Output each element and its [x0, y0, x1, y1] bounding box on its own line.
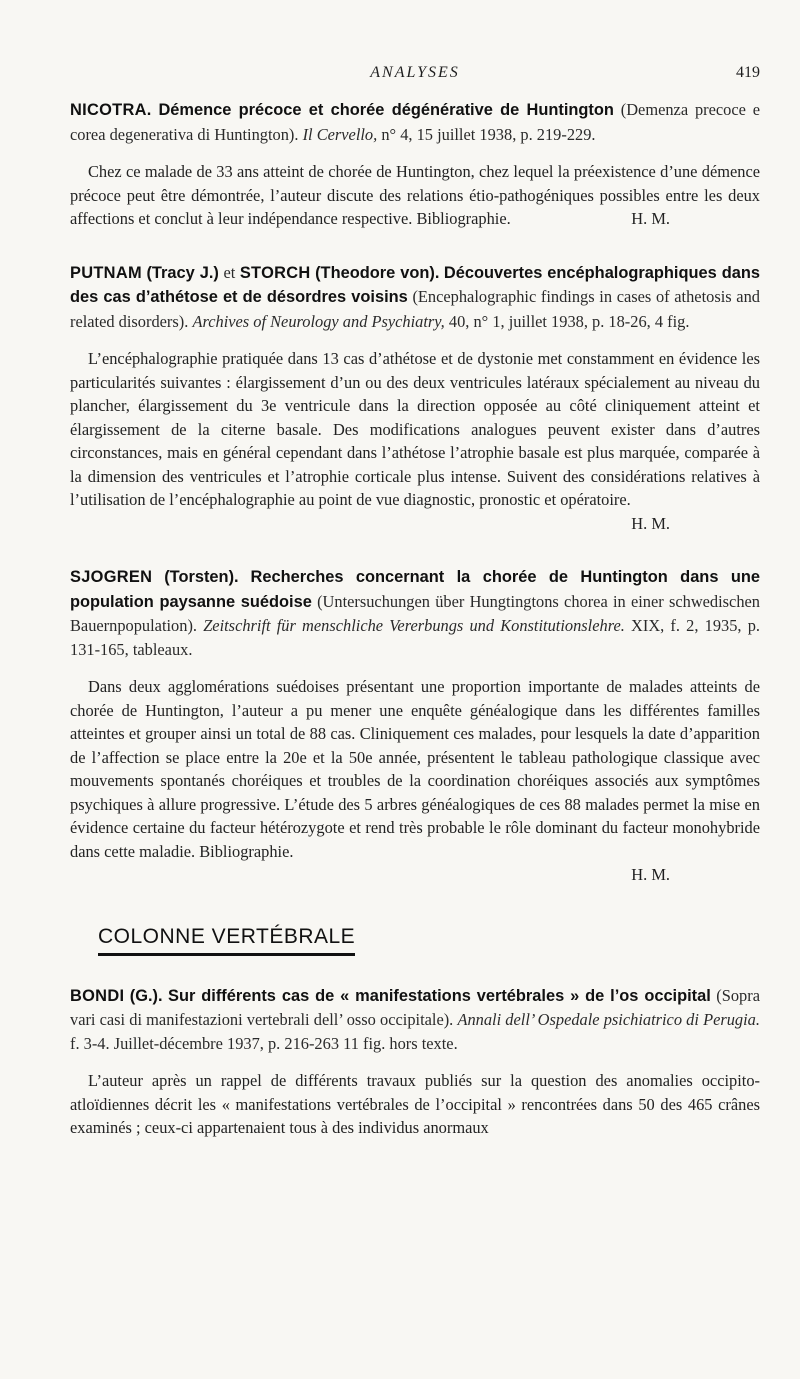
author-name: BONDI: [70, 986, 125, 1005]
reviewer-signature: H. M.: [631, 209, 670, 228]
original-title: (Demenza precoce e corea degenerativa di Huntington).: [70, 100, 760, 144]
bibliographic-reference: [70, 565, 760, 661]
page-content: [70, 98, 760, 1140]
original-title: (Encephalographic findings in cases of athetosis and related disorders).: [70, 287, 760, 331]
running-header: [70, 64, 760, 86]
author-name: SJOGREN: [70, 568, 153, 586]
publication-details: XIX, f. 2, 1935, p. 131-165, tableaux.: [70, 616, 760, 659]
author-name: PUTNAM: [70, 263, 142, 282]
journal-name: Zeitschrift für menschliche Vererbungs und Konstitutionslehre.: [203, 616, 625, 635]
article-title: Démence précoce et chorée dégénérative de Huntington: [158, 101, 614, 119]
section-heading: COLONNE VERTÉBRALE: [98, 925, 355, 956]
publication-details: n° 4, 15 juillet 1938, p. 219-229.: [381, 124, 596, 144]
author-detail: (Tracy J.): [146, 263, 219, 282]
author-detail: (G.).: [129, 986, 163, 1005]
bibliographic-reference: [70, 984, 760, 1056]
bibliographic-reference: [70, 261, 760, 334]
bibliographic-reference: [70, 98, 760, 146]
article-title: Recherches concernant la chorée de Huntington dans une population paysanne suédoise: [70, 568, 760, 611]
author-conjunction: et: [223, 262, 236, 282]
publication-details: 40, n° 1, juillet 1938, p. 18-26, 4 fig.: [448, 311, 690, 331]
abstract-text: [70, 160, 760, 231]
second-author-detail: (Theodore von).: [315, 263, 440, 282]
article-title: Découvertes encéphalographiques dans des cas d’athétose et de désordres voisins: [70, 263, 760, 306]
article-title: Sur différents cas de « manifestations vertébrales » de l’os occipital: [168, 986, 711, 1005]
abstract-body: L’auteur après un rappel de différents travaux publiés sur la question des anomalies occipito-atloïdiennes décrit les « manifestations vertébrales de l’occipital » rencontrées dans 50 des 465 crânes examinés ; ceux-ci appartenaient tous à des individus anormaux: [70, 1071, 760, 1137]
second-author-name: STORCH: [239, 263, 311, 282]
reviewer-signature: H. M.: [631, 865, 670, 884]
review-entry-nicotra: [70, 98, 760, 231]
review-entry-sjogren: [70, 565, 760, 887]
author-name: NICOTRA.: [70, 101, 152, 119]
journal-name: Archives of Neurology and Psychiatry,: [192, 311, 445, 331]
journal-name: Annali dell’ Ospedale psichiatrico di Perugia.: [457, 1010, 760, 1029]
abstract-body: L’encéphalographie pratiquée dans 13 cas d’athétose et de dystonie met constamment en évidence les particularités suivantes : élargissement d’un ou des deux ventricules latéraux spécialement au niveau du plancher, élargissement du 3e ventricule dans la direction opposée au côté cliniquement atteint et élargissement de la citerne basale. Des modifications analogues peuvent exister dans d’autres circonstances, mais en général cependant dans l’athétose l’atrophie basale est plus marquée, comparée à la dimension des ventricules et l’atrophie corticale plus intense. Suivent des considérations relatives à l’utilisation de l’encéphalographie au point de vue diagnostic, pronostic et opératoire.: [70, 349, 760, 509]
journal-name: Il Cervello,: [302, 124, 378, 144]
abstract-text: [70, 347, 760, 533]
original-title: (Sopra vari casi di manifestazioni vertebrali dell’ osso occipitale).: [70, 985, 760, 1029]
review-entry-putnam: [70, 261, 760, 536]
abstract-text: [70, 1069, 760, 1140]
author-detail: (Torsten).: [164, 568, 239, 586]
running-title: ANALYSES: [370, 64, 460, 81]
reviewer-signature: H. M.: [631, 513, 670, 533]
page-number: 419: [736, 64, 760, 81]
abstract-body: Chez ce malade de 33 ans atteint de chorée de Huntington, chez lequel la préexistence d’une démence précoce peut être démontrée, l’auteur discute des relations étio-pathogéniques possibles entre les deux affections et conclut à leur indépendance respective. Bibliographie.: [70, 162, 760, 228]
publication-details: f. 3-4. Juillet-décembre 1937, p. 216-263 11 fig. hors texte.: [70, 1033, 458, 1053]
abstract-body: Dans deux agglomérations suédoises présentant une proportion importante de malades atteints de chorée de Huntington, l’auteur a pu mener une enquête généalogique dans les différentes familles atteintes et grouper ainsi un total de 88 cas. Cliniquement ces malades, pour lesquels la date d’apparition de l’affection se place entre la 20e et la 50e année, présentent le tableau pathologique classique avec mouvements spontanés choréiques et troubles de la coordination choréiques associés aux symptômes psychiques à allure progressive. L’étude des 5 arbres généalogiques de ces 88 malades permet la mise en évidence certaine du facteur hétérozygote et rend très probable le rôle dominant du facteur monohybride dans cette maladie. Bibliographie.: [70, 677, 760, 861]
abstract-text: [70, 675, 760, 863]
original-title: (Untersuchungen über Hungtingtons chorea in einer schwedischen Bauernpopulation).: [70, 591, 760, 635]
review-entry-bondi: [70, 984, 760, 1140]
